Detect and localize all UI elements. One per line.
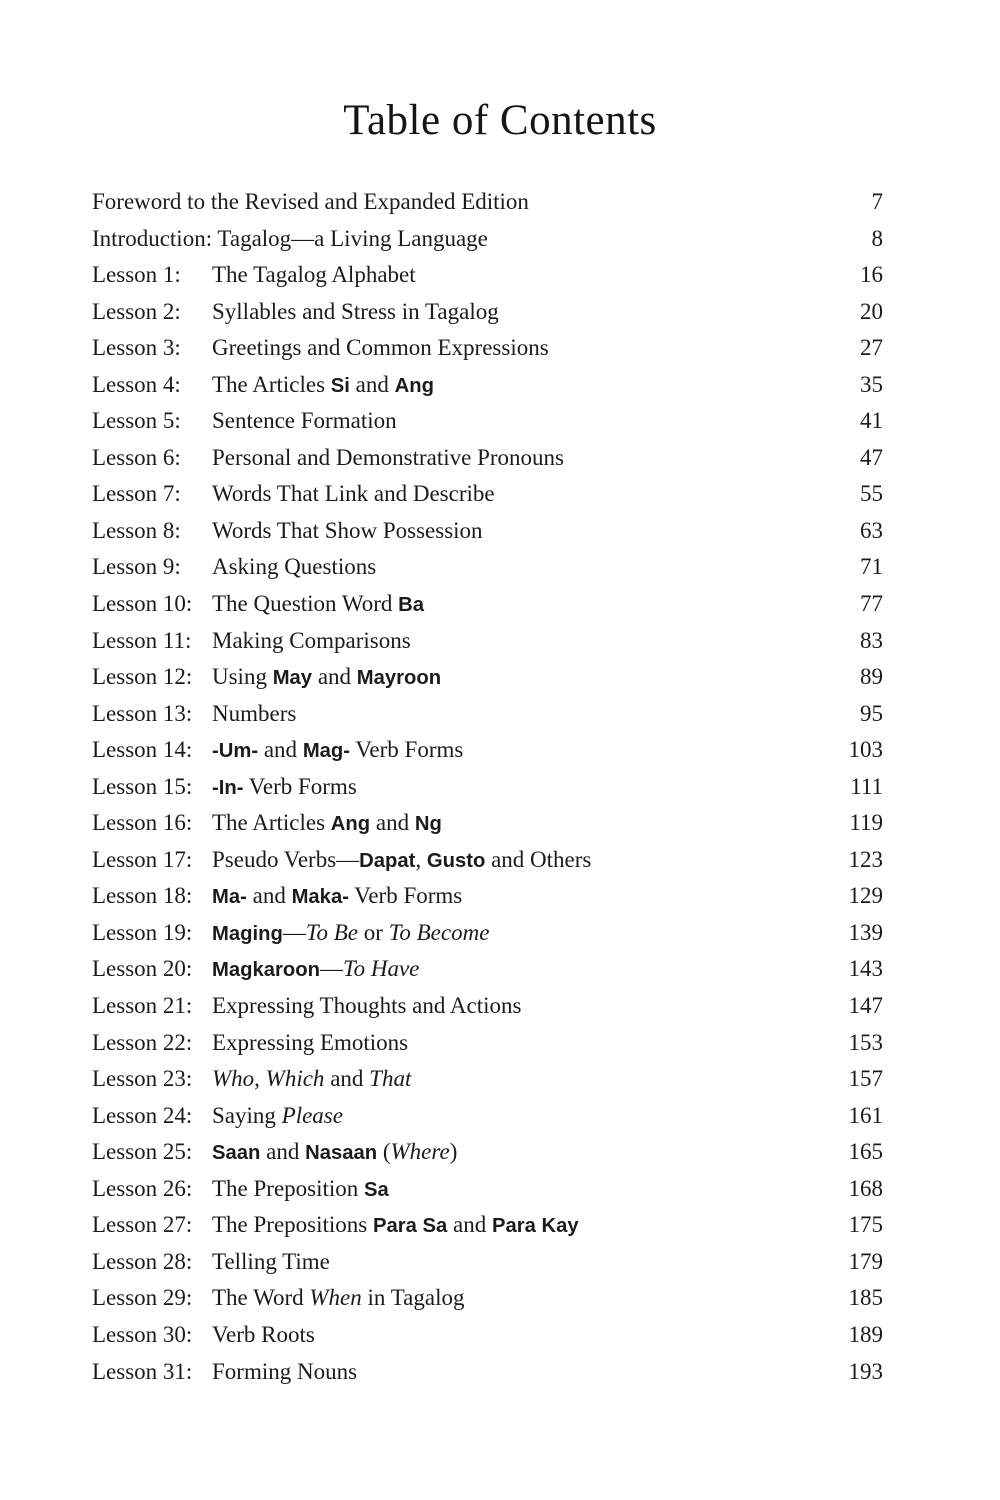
toc-entry-title: Expressing Thoughts and Actions — [212, 993, 522, 1019]
toc-row — [92, 513, 883, 550]
toc-row — [92, 951, 883, 988]
toc-entry-title: Saying Please — [212, 1102, 343, 1128]
toc-entry-title: Expressing Emotions — [212, 1029, 409, 1055]
toc-entry-title: Forming Nouns — [212, 1358, 358, 1384]
toc-entry-title: The Word When in Tagalog — [212, 1285, 465, 1311]
toc-entry-title: The Question Word Ba — [212, 591, 425, 617]
toc-row — [92, 440, 883, 477]
toc-entry-page-number: 123 — [848, 846, 883, 872]
toc-entry-page-number: 161 — [848, 1102, 883, 1128]
toc-entry-label: Lesson 6: — [92, 444, 181, 470]
toc-row — [92, 1171, 883, 1208]
toc-entry-title: Who, Which and That — [212, 1066, 412, 1092]
toc-entry-page-number: 147 — [848, 993, 883, 1019]
toc-entry-page-number: 168 — [848, 1175, 883, 1201]
toc-row — [92, 586, 883, 623]
toc-entry-label: Lesson 25: — [92, 1139, 193, 1165]
toc-row — [92, 367, 883, 404]
toc-row — [92, 476, 883, 513]
toc-row — [92, 1061, 883, 1098]
toc-row — [92, 623, 883, 660]
toc-entry-label: Lesson 1: — [92, 262, 181, 288]
table-of-contents — [92, 184, 883, 1390]
toc-row — [92, 221, 883, 258]
toc-entry-page-number: 185 — [848, 1285, 883, 1311]
toc-entry-page-number: 83 — [860, 627, 883, 653]
toc-entry-page-number: 55 — [860, 481, 883, 507]
toc-row — [92, 1134, 883, 1171]
toc-entry-page-number: 165 — [848, 1139, 883, 1165]
toc-entry-page-number: 143 — [848, 956, 883, 982]
toc-entry-label: Lesson 10: — [92, 591, 193, 617]
toc-entry-page-number: 119 — [849, 810, 883, 836]
toc-entry-label: Lesson 14: — [92, 737, 193, 763]
toc-entry-title: Greetings and Common Expressions — [212, 335, 549, 361]
toc-row — [92, 696, 883, 733]
toc-entry-title: Introduction: Tagalog—a Living Language — [92, 225, 488, 251]
toc-entry-page-number: 95 — [860, 700, 883, 726]
toc-entry-label: Lesson 16: — [92, 810, 193, 836]
toc-entry-title: Asking Questions — [212, 554, 377, 580]
toc-entry-label: Lesson 5: — [92, 408, 181, 434]
toc-entry-title: The Prepositions Para Sa and Para Kay — [212, 1212, 579, 1238]
toc-entry-page-number: 193 — [848, 1358, 883, 1384]
toc-row — [92, 1098, 883, 1135]
toc-entry-label: Lesson 7: — [92, 481, 181, 507]
toc-entry-label: Lesson 17: — [92, 846, 193, 872]
toc-entry-label: Lesson 24: — [92, 1102, 193, 1128]
toc-row — [92, 878, 883, 915]
toc-entry-page-number: 103 — [848, 737, 883, 763]
toc-entry-page-number: 153 — [848, 1029, 883, 1055]
toc-entry-page-number: 189 — [848, 1321, 883, 1347]
toc-entry-page-number: 77 — [860, 591, 883, 617]
toc-entry-page-number: 89 — [860, 664, 883, 690]
toc-row — [92, 1317, 883, 1354]
toc-entry-title: The Tagalog Alphabet — [212, 262, 416, 288]
toc-row — [92, 769, 883, 806]
toc-entry-label: Lesson 27: — [92, 1212, 193, 1238]
toc-entry-label: Lesson 2: — [92, 298, 181, 324]
toc-row — [92, 732, 883, 769]
toc-entry-label: Lesson 22: — [92, 1029, 193, 1055]
toc-entry-page-number: 41 — [860, 408, 883, 434]
toc-entry-page-number: 16 — [860, 262, 883, 288]
toc-entry-page-number: 27 — [860, 335, 883, 361]
toc-entry-title: Syllables and Stress in Tagalog — [212, 298, 499, 324]
toc-entry-title: The Preposition Sa — [212, 1175, 389, 1201]
toc-row — [92, 1207, 883, 1244]
toc-entry-label: Lesson 23: — [92, 1066, 193, 1092]
toc-entry-label: Lesson 13: — [92, 700, 193, 726]
toc-row — [92, 1025, 883, 1062]
toc-row — [92, 842, 883, 879]
toc-entry-label: Lesson 20: — [92, 956, 193, 982]
toc-row — [92, 1280, 883, 1317]
toc-entry-title: Foreword to the Revised and Expanded Edition — [92, 189, 529, 214]
toc-row — [92, 403, 883, 440]
toc-entry-label: Lesson 12: — [92, 664, 193, 690]
toc-entry-label: Lesson 11: — [92, 627, 192, 653]
toc-entry-page-number: 111 — [850, 773, 883, 799]
toc-entry-label: Lesson 8: — [92, 517, 181, 543]
toc-entry-page-number: 35 — [860, 371, 883, 397]
toc-row — [92, 988, 883, 1025]
toc-row — [92, 915, 883, 952]
toc-entry-title: -Um- and Mag- Verb Forms — [212, 737, 464, 763]
toc-entry-title: Words That Show Possession — [212, 517, 483, 543]
toc-entry-title: Maging—To Be or To Become — [212, 919, 490, 945]
toc-row — [92, 659, 883, 696]
toc-entry-title: Verb Roots — [212, 1321, 315, 1347]
toc-entry-label: Lesson 28: — [92, 1248, 193, 1274]
toc-row — [92, 330, 883, 367]
toc-entry-label: Lesson 19: — [92, 919, 193, 945]
toc-entry-title: Numbers — [212, 700, 297, 726]
toc-entry-label: Lesson 29: — [92, 1285, 193, 1311]
toc-entry-title: Sentence Formation — [212, 408, 397, 434]
toc-entry-title: Magkaroon—To Have — [212, 956, 420, 982]
toc-row — [92, 549, 883, 586]
toc-entry-label: Lesson 30: — [92, 1321, 193, 1347]
toc-entry-label: Lesson 4: — [92, 371, 181, 397]
toc-row — [92, 1354, 883, 1391]
toc-entry-label: Lesson 9: — [92, 554, 181, 580]
toc-entry-title: The Articles Ang and Ng — [212, 810, 442, 836]
toc-entry-title: Telling Time — [212, 1248, 330, 1274]
toc-entry-page-number: 157 — [848, 1066, 883, 1092]
toc-entry-page-number: 20 — [860, 298, 883, 324]
toc-row — [92, 294, 883, 331]
toc-entry-label: Lesson 21: — [92, 993, 193, 1019]
toc-entry-title: -In- Verb Forms — [212, 773, 357, 799]
toc-entry-page-number: 63 — [860, 517, 883, 543]
toc-entry-title: Saan and Nasaan (Where) — [212, 1139, 458, 1165]
toc-row — [92, 805, 883, 842]
toc-row — [92, 257, 883, 294]
toc-entry-title: Making Comparisons — [212, 627, 411, 653]
toc-entry-page-number: 179 — [848, 1248, 883, 1274]
toc-entry-page-number: 7 — [871, 189, 883, 214]
toc-entry-title: Pseudo Verbs—Dapat, Gusto and Others — [212, 846, 592, 872]
toc-row — [92, 184, 883, 221]
toc-entry-page-number: 129 — [848, 883, 883, 909]
toc-entry-label: Lesson 26: — [92, 1175, 193, 1201]
toc-entry-title: Personal and Demonstrative Pronouns — [212, 444, 564, 470]
toc-row — [92, 1244, 883, 1281]
toc-entry-label: Lesson 15: — [92, 773, 193, 799]
toc-entry-title: Using May and Mayroon — [212, 664, 442, 690]
toc-entry-page-number: 71 — [860, 554, 883, 580]
toc-entry-page-number: 139 — [848, 919, 883, 945]
page-title: Table of Contents — [343, 97, 657, 144]
toc-entry-title: Words That Link and Describe — [212, 481, 495, 507]
toc-entry-label: Lesson 18: — [92, 883, 193, 909]
toc-entry-label: Lesson 31: — [92, 1358, 193, 1384]
toc-entry-title: The Articles Si and Ang — [212, 371, 434, 397]
toc-entry-page-number: 47 — [860, 444, 883, 470]
toc-entry-label: Lesson 3: — [92, 335, 181, 361]
toc-entry-page-number: 8 — [871, 225, 883, 251]
toc-entry-title: Ma- and Maka- Verb Forms — [212, 883, 463, 909]
toc-entry-page-number: 175 — [848, 1212, 883, 1238]
